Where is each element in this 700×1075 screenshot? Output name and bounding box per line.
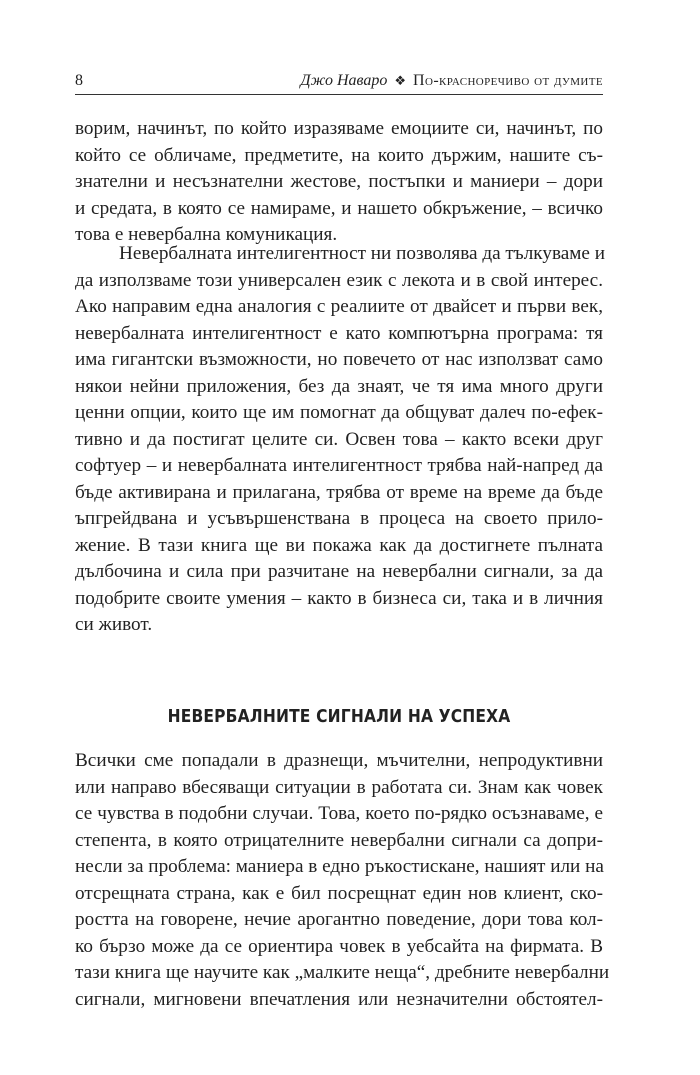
text-line: дълбочина и сила при разчитане на невербални сигнали, за да [75, 561, 603, 582]
section-heading: НЕВЕРБАЛНИТЕ СИГНАЛИ НА УСПЕХА [167, 706, 511, 727]
text-line: Ако направим една аналогия с реалиите от двайсет и първи век, [75, 296, 603, 317]
page-number: 8 [75, 72, 83, 89]
text-line: Невербалната интелигентност ни позволява да тълкуваме и [119, 243, 605, 264]
text-line: подобрите своите умения – както в бизнеса си, така и в личния [75, 587, 603, 609]
text-line: ко бързо може да се ориентира човек в уебсайта на фирмата. В [75, 935, 603, 957]
text-line: това е невербална комуникация. [75, 224, 338, 245]
text-line: знателни и несъзнателни жестове, постъпки и маниери – дори [75, 171, 603, 192]
text-line: тази книга ще научите как „малките неща“, дребните невербални [75, 962, 610, 983]
text-line: си живот. [75, 614, 153, 635]
header-author: Джо Наваро [300, 72, 388, 89]
text-line: ъпгрейдвана и усъвършенствана в процеса на своето прило- [75, 508, 603, 529]
text-line: се чувства в подобни случаи. Това, което по-рядко осъзнаваме, е [75, 803, 603, 824]
text-line: сигнали, мигновени впечатления или незначителни обстоятел- [75, 988, 603, 1010]
header-title-block [300, 72, 603, 90]
paragraph-continued [75, 116, 603, 249]
text-line: някои нейни приложения, без да знаят, че тя има много други [75, 375, 603, 397]
text-line: ростта на говорене, нечие арогантно поведение, дори това кол- [75, 909, 603, 930]
text-line: степента, в която отрицателните невербални сигнали са допри- [75, 829, 603, 851]
text-line: има гигантски възможности, но повечето от нас използват само [75, 349, 603, 370]
text-line: да използваме този универсален език с лекота и в свой интерес. [75, 269, 603, 291]
text-line: тивно и да постигат целите си. Освен това – както всеки друг [75, 428, 603, 450]
text-line: жение. В тази книга ще ви покажа как да достигнете пълната [75, 534, 603, 556]
text-line: Всички сме попадали в дразнещи, мъчителни, непродуктивни [75, 750, 603, 771]
text-line: отсрещната страна, как е бил посрещнат един нов клиент, ско- [75, 882, 603, 904]
paragraph-success-signals [75, 748, 610, 1013]
text-line: или направо вбесяващи ситуации в работата си. Знам как човек [75, 776, 603, 798]
text-line: невербалната интелигентност е като компютърна програма: тя [75, 322, 603, 344]
header-book-title: По-красноречиво от думите [413, 72, 603, 89]
diamond-ornament-icon: ❖ [394, 73, 407, 88]
running-header [75, 68, 603, 95]
text-line: софтуер – и невербалната интелигентност трябва най-напред да [75, 455, 603, 476]
text-line: ворим, начинът, по който изразяваме емоциите си, начинът, по [75, 118, 603, 139]
text-line: и средата, в която се намираме, и нашето обкръжение, – всичко [75, 197, 603, 219]
text-line: бъде активирана и прилагана, трябва от време на време да бъде [75, 481, 603, 503]
text-line: ценни опции, които ще им помогнат да общуват далеч по-ефек- [75, 402, 603, 423]
paragraph-nonverbal-intelligence [75, 241, 603, 639]
text-line: несли за проблема: маниера в едно ръкостискане, нашият или на [75, 856, 604, 877]
text-line: който се обличаме, предметите, на които държим, нашите съ- [75, 144, 603, 166]
